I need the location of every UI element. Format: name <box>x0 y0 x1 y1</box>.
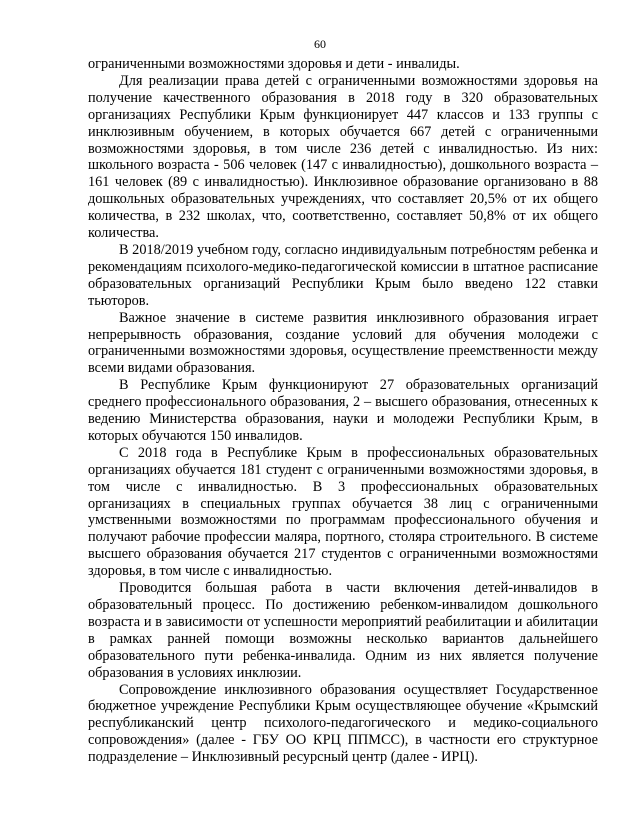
paragraph-students-2018: С 2018 года в Республике Крым в профессиональных образовательных организациях обучается 181 студент с ограниченными возможностями здоровья, в том числе с инвалидностью. В 3 профессиональных образовательных организациях в специальных группах обучается 38 лиц с ограниченными умственными возможностями по программам профессионального обучения и получают рабочие профессии маляра, портного, столяра строительного. В системе высшего образования обучается 217 студентов с ограниченными возможностями здоровья, в том числе с инвалидностью. <box>88 444 598 580</box>
paragraph-continuity: Важное значение в системе развития инклюзивного образования играет непрерывность образования, создание условий для обучения молодежи с ограниченными возможностями здоровья, осуществление преемственности между всеми видами образования. <box>88 309 598 377</box>
page-number: 60 <box>314 37 326 51</box>
paragraph-professional-organizations: В Республике Крым функционируют 27 образовательных организаций среднего профессионального образования, 2 – высшего образования, отнесенных к ведению Министерства образования, науки и молодежи Республики Крым, в которых обучаются 150 инвалидов. <box>88 377 598 444</box>
page-body <box>88 56 598 766</box>
paragraph-tutors: В 2018/2019 учебном году, согласно индивидуальным потребностям ребенка и рекомендациям психолого-медико-педагогической комиссии в штатное расписание образовательных организаций Республики Крым было введено 122 ставки тьюторов. <box>88 241 598 309</box>
paragraph-support-center: Сопровождение инклюзивного образования осуществляет Государственное бюджетное учреждение Республики Крым осуществляющее обучение «Крымский республиканский центр психолого-педагогического и медико-социального сопровождения» (далее - ГБУ ОО КРЦ ППМСС), в частности его структурное подразделение – Инклюзивный ресурсный центр (далее - ИРЦ). <box>88 681 598 766</box>
paragraph-continuation: ограниченными возможностями здоровья и дети - инвалиды. <box>88 56 460 72</box>
paragraph-inclusive-education-stats: Для реализации права детей с ограниченными возможностями здоровья на получение качественного образования в 2018 году в 320 образовательных организациях Республики Крым функционирует 447 классов и 133 группы с инклюзивным обучением, в которых обучается 667 детей с ограниченными возможностями здоровья, в том числе 236 детей с инвалидностью. Из них: школьного возраста - 506 человек (147 с инвалидностью), дошкольного возраста – 161 человек (89 с инвалидностью). Инклюзивное образование организовано в 88 дошкольных образовательных учреждениях, что составляет 20,5% от их общего количества, в 232 школах, что, соответственно, составляет 50,8% от их общего количества. <box>88 72 598 242</box>
paragraph-inclusion-work: Проводится большая работа в части включения детей-инвалидов в образовательный процесс. По достижению ребенком-инвалидом дошкольного возраста и в зависимости от успешности мероприятий реабилитации и абилитации в рамках ранней помощи возможны несколько вариантов дальнейшего образовательного пути ребенка-инвалида. Одним из них является получение образования в условиях инклюзии. <box>88 580 598 681</box>
